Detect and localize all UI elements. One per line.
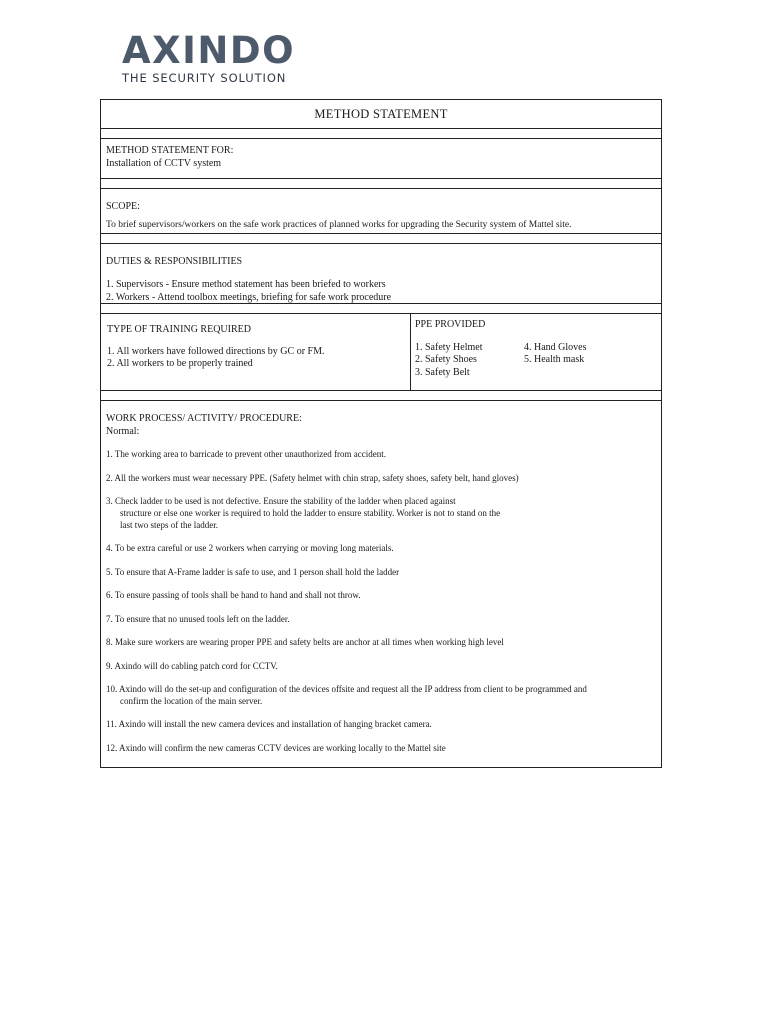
training-item: 1. All workers have followed directions by GC or FM. (107, 346, 325, 357)
ppe-item: 1. Safety Helmet (415, 341, 483, 353)
work-process-item (106, 495, 656, 531)
work-process-label: WORK PROCESS/ ACTIVITY/ PROCEDURE: (106, 413, 302, 424)
work-process-item (106, 718, 656, 730)
spacer-row (101, 233, 661, 243)
work-process-item-text: 3. Check ladder to be used is not defective. Ensure the stability of the ladder when placed against (106, 496, 456, 506)
duties-label: DUTIES & RESPONSIBILITIES (106, 256, 243, 267)
work-process-section (101, 400, 661, 767)
work-process-sublabel: Normal: (106, 426, 140, 437)
ppe-item: 3. Safety Belt (415, 366, 470, 378)
ppe-item: 5. Health mask (524, 354, 585, 365)
form-title: METHOD STATEMENT (314, 107, 448, 121)
scope-section (101, 188, 661, 233)
scope-label: SCOPE: (106, 201, 140, 212)
method-for-label: METHOD STATEMENT FOR: (106, 145, 234, 156)
method-for-value: Installation of CCTV system (106, 158, 222, 169)
work-process-item-continuation: structure or else one worker is required to hold the ladder to ensure stability. Worker is not to stand on the (120, 508, 501, 518)
work-process-item-text: 7. To ensure that no unused tools left on the ladder. (106, 613, 290, 624)
work-process-item-continuation: last two steps of the ladder. (120, 520, 218, 530)
work-process-item (106, 472, 656, 484)
work-process-item-text: 2. All the workers must wear necessary PPE. (Safety helmet with chin strap, safety shoes, safety belt, hand gloves) (106, 472, 519, 483)
duty-item: 1. Supervisors - Ensure method statement has been briefed to workers (106, 279, 386, 290)
duties-section (101, 243, 661, 303)
spacer-row (101, 390, 661, 400)
training-ppe-section (101, 313, 661, 390)
work-process-item-continuation: confirm the location of the main server. (120, 696, 263, 706)
method-for-section (101, 138, 661, 178)
spacer-row (101, 178, 661, 188)
ppe-item (524, 367, 657, 380)
work-process-item-text: 9. Axindo will do cabling patch cord for CCTV. (106, 660, 278, 671)
ppe-item: 4. Hand Gloves (524, 341, 587, 353)
duty-item: 2. Workers - Attend toolbox meetings, briefing for safe work procedure (106, 292, 392, 303)
work-process-item (106, 660, 656, 672)
work-process-item-text: 10. Axindo will do the set-up and configuration of the devices offsite and request all the IP address from client to be programmed and (106, 684, 587, 694)
work-process-item (106, 613, 656, 625)
work-process-item (106, 636, 656, 648)
work-process-item (106, 542, 656, 554)
work-process-item (106, 683, 656, 707)
work-process-item-text: 6. To ensure passing of tools shall be hand to hand and shall not throw. (106, 590, 361, 600)
method-statement-form (100, 99, 662, 768)
logo-tagline: THE SECURITY SOLUTION (122, 71, 287, 85)
scope-text: To brief supervisors/workers on the safe work practices of planned works for upgrading the Security system of Mattel site. (106, 220, 572, 230)
work-process-item (106, 448, 656, 460)
work-process-item-text: 8. Make sure workers are wearing proper PPE and safety belts are anchor at all times when working high level (106, 637, 504, 647)
company-logo (122, 29, 322, 85)
training-column (101, 314, 411, 390)
work-process-item (106, 589, 656, 601)
ppe-list (415, 342, 657, 380)
work-process-list (106, 448, 656, 754)
training-item: 2. All workers to be properly trained (107, 358, 253, 369)
work-process-item-text: 4. To be extra careful or use 2 workers when carrying or moving long materials. (106, 543, 394, 553)
spacer-row (101, 128, 661, 138)
work-process-item-text: 5. To ensure that A-Frame ladder is safe to use, and 1 person shall hold the ladder (106, 566, 400, 577)
ppe-column (411, 314, 661, 390)
ppe-item: 2. Safety Shoes (415, 354, 477, 365)
work-process-item-text: 1. The working area to barricade to prevent other unauthorized from accident. (106, 449, 386, 459)
work-process-item-text: 12. Axindo will confirm the new cameras CCTV devices are working locally to the Mattel site (106, 742, 446, 753)
training-label: TYPE OF TRAINING REQUIRED (107, 324, 251, 335)
work-process-item (106, 566, 656, 578)
work-process-item (106, 742, 656, 754)
work-process-item-text: 11. Axindo will install the new camera devices and installation of hanging bracket camera. (106, 719, 432, 729)
logo-wordmark: AXINDO (122, 29, 296, 72)
ppe-label: PPE PROVIDED (415, 319, 486, 330)
spacer-row (101, 303, 661, 313)
